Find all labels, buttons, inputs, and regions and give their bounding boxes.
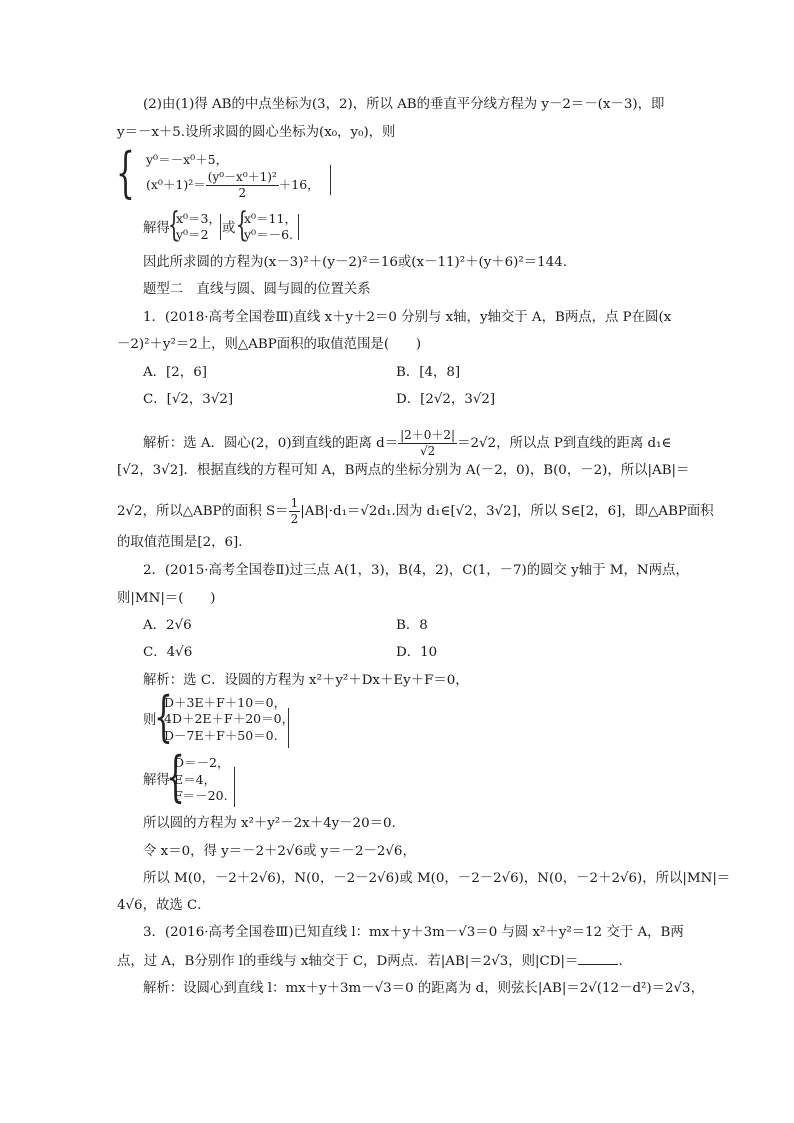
right-bar (220, 214, 221, 240)
analysis-text: [√2，3√2]．根据直线的方程可知 A，B两点的坐标分别为 A(－2，0)，B(0，－2)，所以|AB|＝ (117, 463, 690, 478)
text-line: y＝－x＋5.设所求圆的圆心坐标为(x₀，y₀)，则 (117, 125, 396, 140)
option-c: C．4√6 (143, 645, 193, 660)
option-b: B．8 (396, 618, 428, 633)
fraction-denominator: 2 (238, 186, 247, 200)
question-text: 则|MN|＝( ) (117, 591, 216, 606)
analysis-text (143, 428, 671, 459)
fraction-numerator: |2＋0＋2| (400, 428, 456, 442)
equation: D－7E＋F＋50＝0. (164, 728, 278, 743)
fraction-numerator: 1 (290, 496, 299, 510)
fraction (289, 496, 301, 527)
equation: D＋3E＋F＋10＝0， (164, 695, 287, 710)
answer-blank (578, 952, 618, 965)
text-line: 则 (143, 713, 157, 728)
analysis-text: 所以圆的方程为 x²＋y²－2x＋4y－20＝0. (143, 816, 396, 831)
text-line: 解得 (143, 221, 170, 236)
equation-part: ＋16， (278, 177, 320, 192)
analysis-text: 解析：设圆心到直线 l：mx＋y＋3m－√3＝0 的距离为 d，则弦长|AB|＝2√(12－d²)＝2√3， (143, 981, 704, 996)
left-brace: { (166, 745, 185, 808)
text-part: ＝2√2，所以点 P到直线的距离 d₁∈ (457, 436, 672, 451)
analysis-text: 解析：选 C．设圆的方程为 x²＋y²＋Dx＋Ey＋F＝0， (143, 673, 469, 688)
text-part: . (618, 954, 623, 969)
left-brace: { (116, 141, 135, 204)
equation (146, 170, 320, 201)
option-d: D．[2√2，3√2] (396, 392, 496, 407)
equation: y⁰＝－x⁰＋5， (146, 152, 229, 167)
right-bar (298, 214, 299, 240)
text-line: 或 (222, 221, 236, 236)
analysis-text: 4√6，故选 C． (117, 898, 211, 913)
text-part: 解析：选 A．圆心(2，0)到直线的距离 d＝ (143, 436, 399, 451)
text-line: (2)由(1)得 AB的中点坐标为(3，2)，所以 AB的垂直平分线方程为 y－2＝－(x－3)，即 (143, 97, 665, 112)
analysis-text: 所以 M(0，－2＋2√6)，N(0，－2－2√6)或 M(0，－2－2√6)，N(0，－2＋2√6)，所以|MN|＝ (143, 871, 731, 886)
question-text: 1．(2018·高考全国卷Ⅲ)直线 x＋y＋2＝0 分别与 x轴，y轴交于 A，B两点，点 P在圆(x (143, 310, 672, 325)
equation: x⁰＝3， (176, 211, 222, 226)
equation: x⁰＝11， (244, 211, 297, 226)
equation: 4D＋2E＋F＋20＝0， (164, 711, 295, 726)
equation: E＝4， (174, 772, 217, 787)
analysis-text: 的取值范围是[2，6]． (117, 535, 252, 550)
fraction-denominator: √2 (419, 444, 436, 458)
fraction-denominator: 2 (290, 512, 299, 526)
text-line: 因此所求圆的方程为(x－3)²＋(y－2)²＝16或(x－11)²＋(y＋6)²＝144. (143, 255, 567, 270)
fraction (206, 170, 279, 201)
left-brace: { (236, 205, 248, 245)
equation: D＝－2， (174, 755, 230, 770)
equation-part: (x⁰＋1)²＝ (146, 177, 206, 192)
text-part: |AB|·d₁＝√2d₁.因为 d₁∈[√2，3√2]，所以 S∈[2，6]，即△ABP面积 (300, 504, 714, 519)
question-text: 2．(2015·高考全国卷Ⅱ)过三点 A(1，3)，B(4，2)，C(1，－7)的圆交 y轴于 M，N两点， (143, 563, 689, 578)
analysis-text (117, 496, 714, 527)
option-a: A．2√6 (143, 618, 192, 633)
right-bar (234, 767, 235, 807)
section-heading: 题型二 直线与圆、圆与圆的位置关系 (143, 282, 371, 297)
right-bar (288, 708, 289, 748)
question-text: －2)²＋y²＝2上，则△ABP面积的取值范围是( ) (117, 337, 422, 352)
left-brace: { (168, 205, 180, 245)
left-brace: { (154, 685, 173, 748)
text-part: 2√2，所以△ABP的面积 S＝ (117, 504, 289, 519)
equation: y⁰＝2 (176, 227, 209, 242)
right-bar (330, 165, 331, 195)
equation: y⁰＝－6. (244, 227, 293, 242)
option-d: D．10 (396, 645, 438, 660)
analysis-text: 令 x＝0，得 y＝－2＋2√6或 y＝－2－2√6， (143, 844, 416, 859)
option-c: C．[√2，3√2] (143, 392, 234, 407)
text-part: 点，过 A，B分别作 l的垂线与 x轴交于 C，D两点．若|AB|＝2√3，则|CD|＝ (117, 954, 579, 969)
equation: F＝－20. (174, 788, 228, 803)
question-text (117, 952, 623, 971)
text-line: 解得 (143, 773, 170, 788)
question-text: 3．(2016·高考全国卷Ⅲ)已知直线 l：mx＋y＋3m－√3＝0 与圆 x²＋y²＝12 交于 A，B两 (143, 925, 684, 940)
option-b: B．[4，8] (396, 365, 461, 380)
fraction (398, 428, 457, 459)
fraction-numerator: (y⁰－x⁰＋1)² (207, 170, 277, 184)
option-a: A．[2，6] (143, 365, 207, 380)
